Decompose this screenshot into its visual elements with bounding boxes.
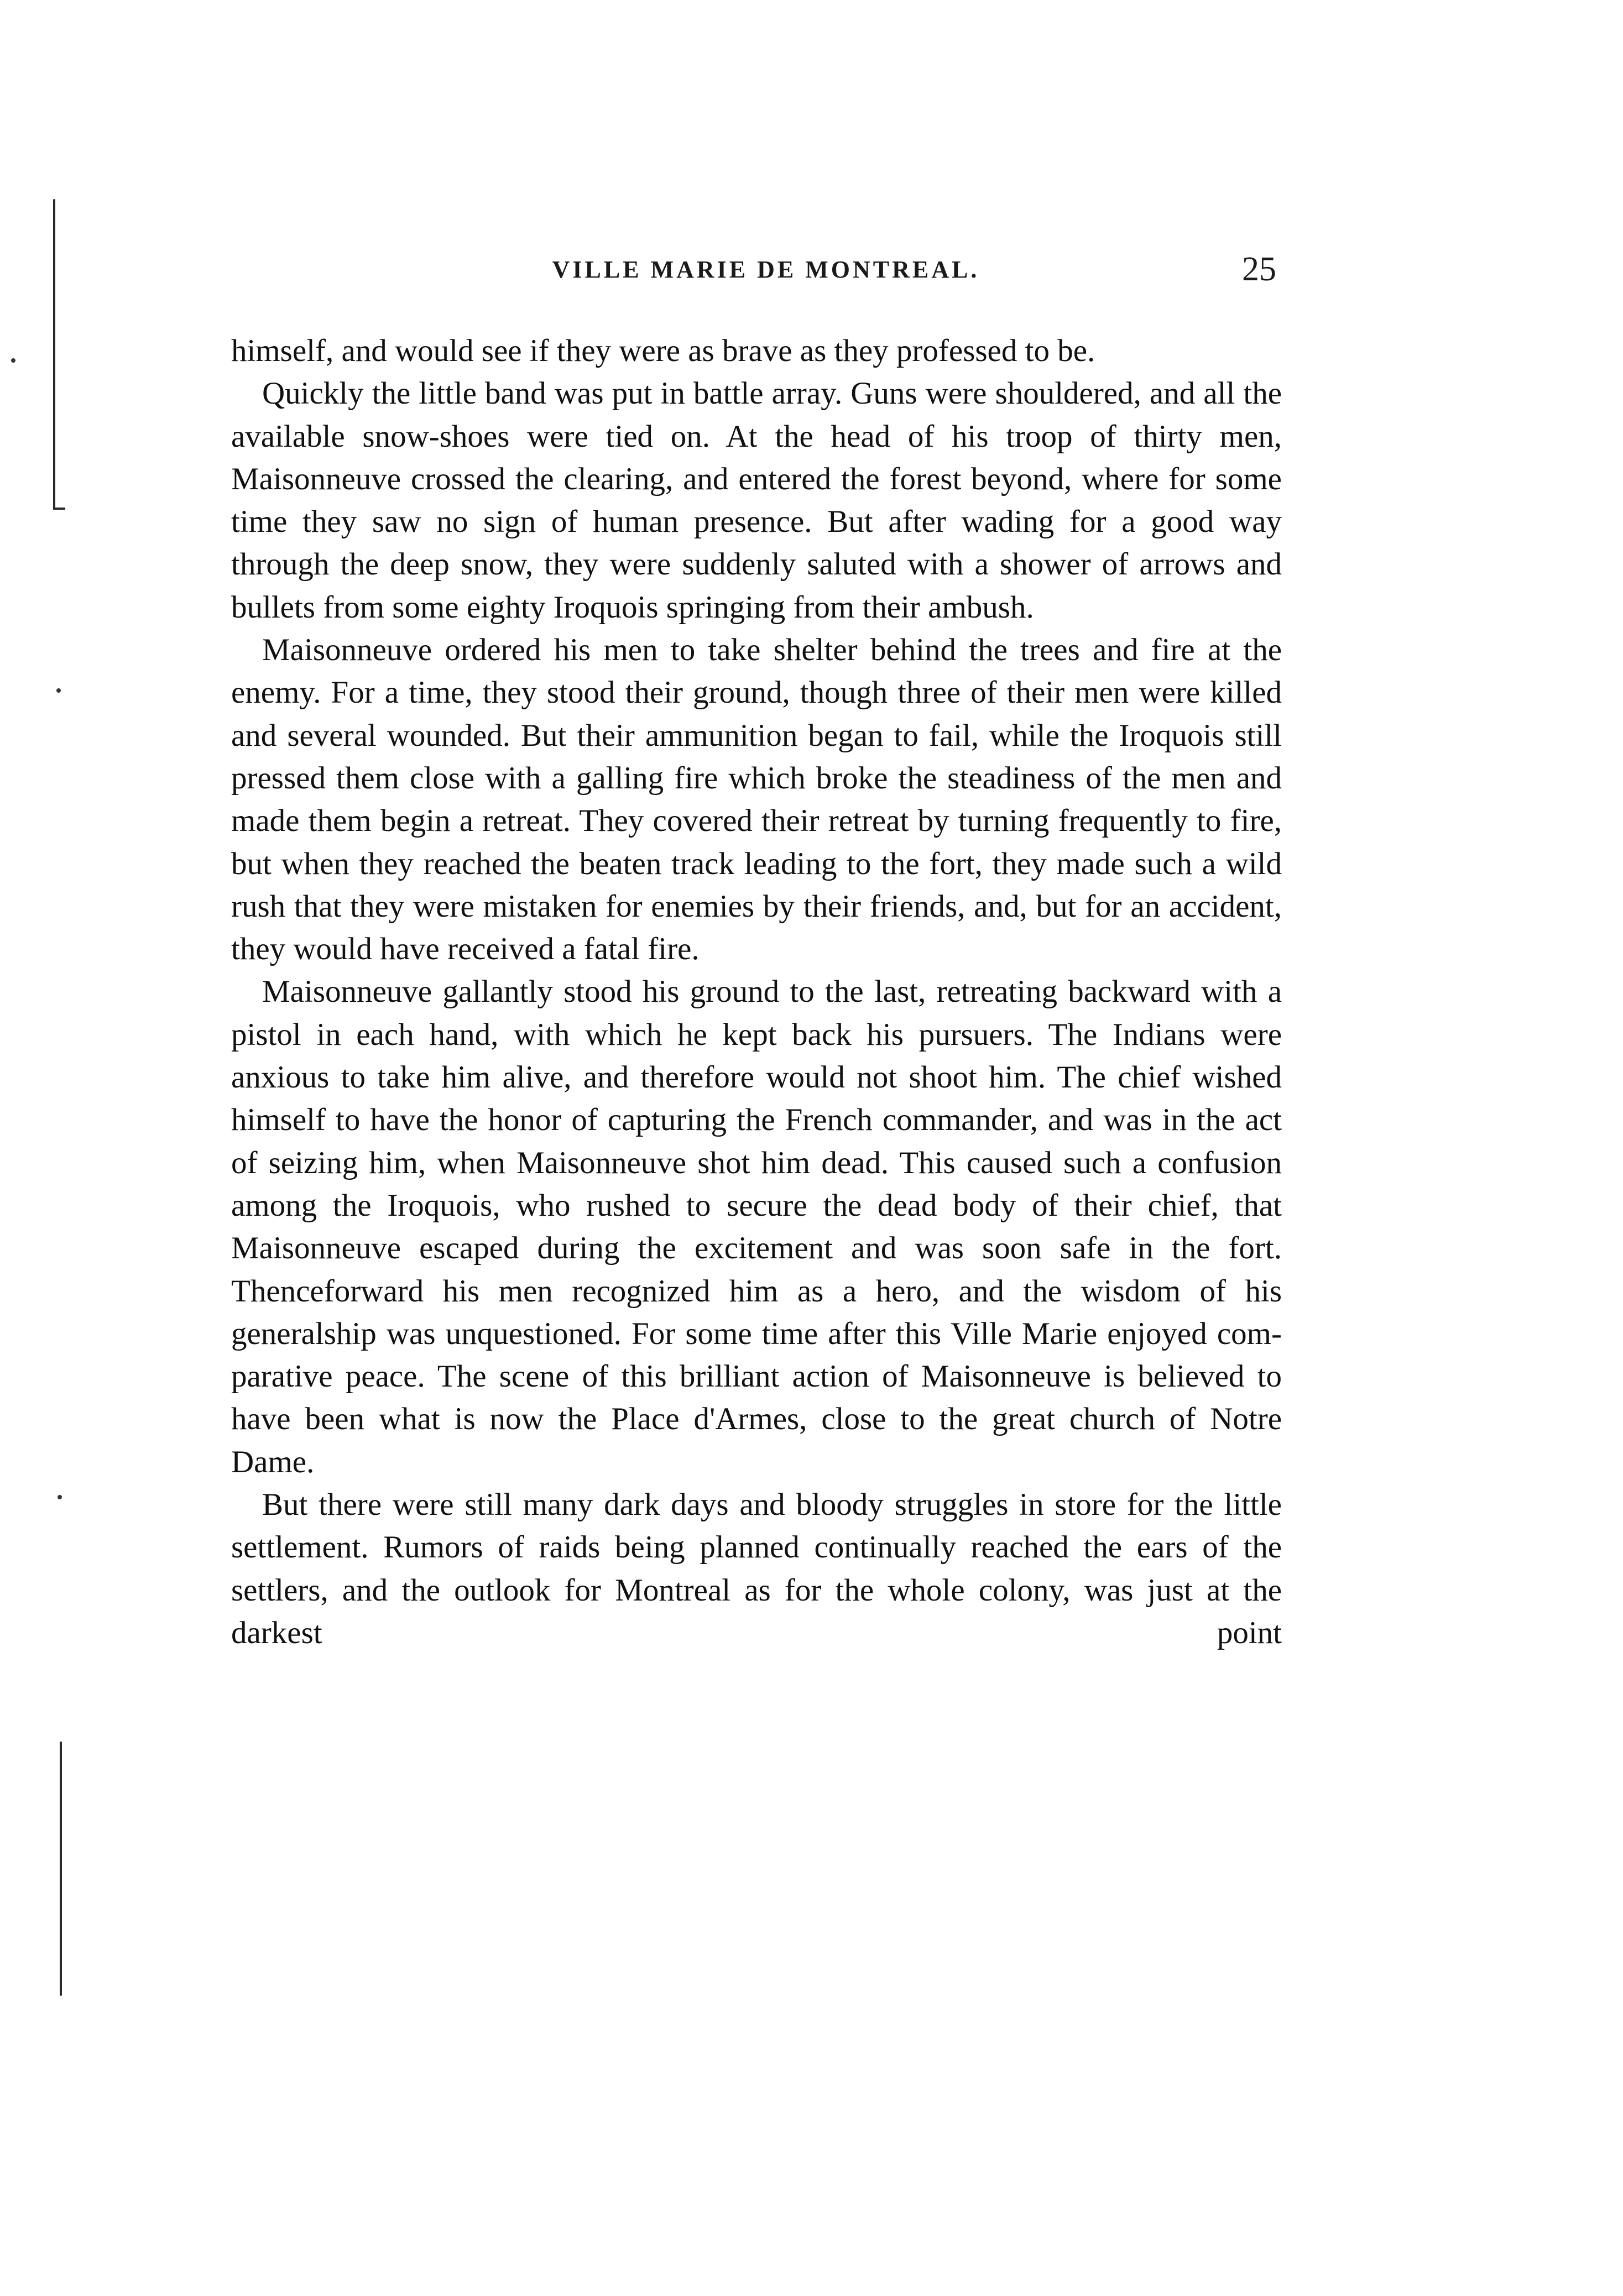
body-text: [231, 330, 1282, 1654]
margin-binding-line-lower: [60, 1741, 62, 1996]
margin-speck: [11, 358, 15, 363]
paragraph-continuation: himself, and would see if they were as brave as they professed to be.: [231, 333, 1095, 368]
paragraph-dark-days: But there were still many dark days and bloody struggles in store for the little settlement. Rumors of raids being planned continually reached the ears of the settlers, and the outlook for Montreal as for the whole colony, was just at the darkest point: [231, 1487, 1282, 1650]
running-head: [227, 250, 1305, 294]
paragraph-retreat: Maisonneuve ordered his men to take shelter behind the trees and fire at the enemy. For a time, they stood their ground, though three of their men were killed and several wounded. But their ammunition began to fail, while the Iroquois still pressed them close with a galling fire which broke the steadiness of the men and made them begin a retreat. They covered their retreat by turning frequently to fire, but when they reached the beaten track leading to the fort, they made such a wild rush that they were mistaken for enemies by their friends, and, but for an accident, they would have received a fatal fire.: [231, 632, 1282, 967]
page-number: 25: [1242, 250, 1276, 288]
margin-binding-line-upper: [53, 199, 55, 509]
margin-speck: [56, 688, 61, 693]
paragraph-maisonneuve-stand: Maisonneuve gallantly stood his ground to the last, retreating backward with a pistol in each hand, with which he kept back his pursuers. The Indians were anxious to take him alive, and therefore would not shoot him. The chief wished himself to have the honor of capturing the French commander, and was in the act of seizing him, when Maisonneuve shot him dead. This caused such a confusion among the Iroquois, who rushed to secure the dead body of their chief, that Maisonneuve escaped during the excitement and was soon safe in the fort. Thenceforward his men recognized him as a hero, and the wisdom of his generalship was unquestioned. For some time after this Ville Marie enjoyed comparative peace. The scene of this brilliant action of Maisonneuve is believed to have been what is now the Place d'Armes, close to the great church of Notre Dame.: [231, 974, 1282, 1479]
margin-binding-tick: [53, 508, 65, 510]
paragraph-battle-array: Quickly the little band was put in battle array. Guns were shouldered, and all the available snow-shoes were tied on. At the head of his troop of thirty men, Maisonneuve crossed the clearing, and entered the forest beyond, where for some time they saw no sign of human presence. But after wading for a good way through the deep snow, they were suddenly saluted with a shower of arrows and bullets from some eighty Iroquois springing from their ambush.: [231, 376, 1282, 625]
margin-speck: [58, 1495, 62, 1499]
running-title: VILLE MARIE DE MONTREAL.: [552, 256, 980, 283]
